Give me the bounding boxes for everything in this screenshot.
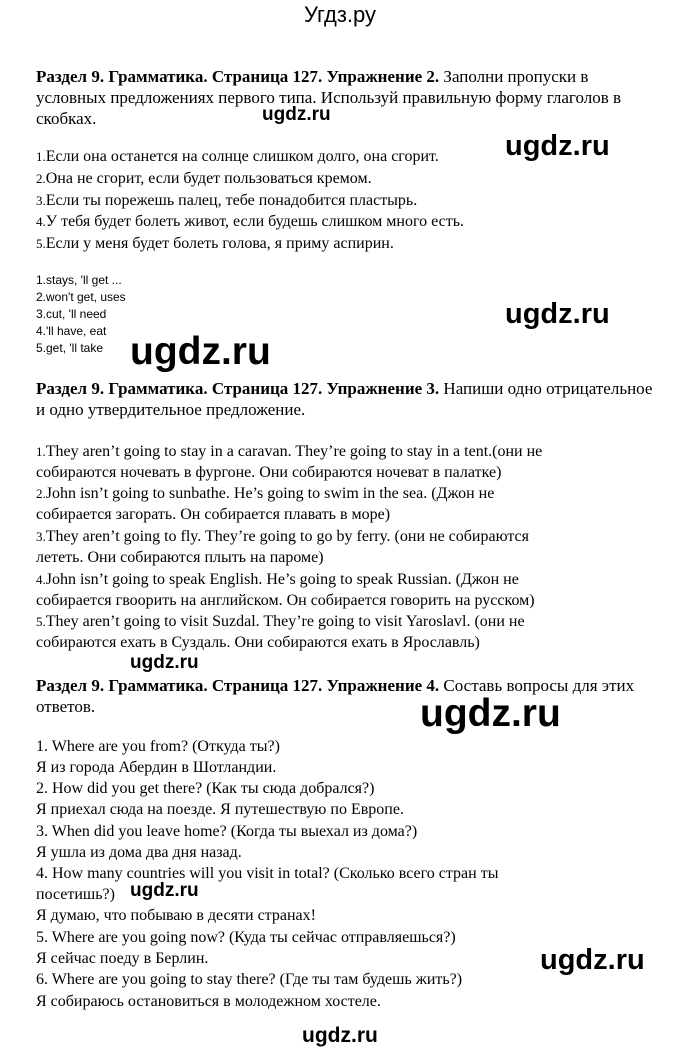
ex4-line-7: 4. How many countries will you visit in total? (Сколько всего стран ты bbox=[36, 865, 499, 882]
exercise-2-instruction: Заполни пропуски в условных предложениях первого типа. Используй правильную форму глаголов в скобках. bbox=[36, 67, 622, 128]
ex3-item-2-line-1: 2.John isn’t going to sunbathe. He’s going to swim in the sea. (Джон не bbox=[36, 485, 495, 502]
watermark: ugdz.ru bbox=[262, 104, 331, 125]
ex4-line-8: посетишь?) bbox=[36, 886, 115, 903]
ex2-item-3: 3.Если ты порежешь палец, тебе понадобится пластырь. bbox=[36, 192, 418, 209]
ex3-item-4-line-1: 4.John isn’t going to speak English. He’s going to speak Russian. (Джон не bbox=[36, 571, 519, 588]
ex3-item-1-line-1: 1.They aren’t going to stay in a caravan. They’re going to stay in a tent.(они не bbox=[36, 443, 543, 460]
exercise-2-header bbox=[36, 66, 656, 129]
ex2-item-2: 2.Она не сгорит, если будет пользоваться кремом. bbox=[36, 170, 372, 187]
ex3-item-2-line-2: собирается загорать. Он собирается плавать в море) bbox=[36, 506, 391, 523]
ex2-item-5: 5.Если у меня будет болеть голова, я приму аспирин. bbox=[36, 235, 394, 252]
ex3-item-3-line-1: 3.They aren’t going to fly. They’re going to go by ferry. (они не собираются bbox=[36, 528, 529, 545]
exercise-4-header bbox=[36, 675, 656, 717]
watermark: ugdz.ru bbox=[302, 1024, 378, 1047]
ex4-line-12: 6. Where are you going to stay there? (Где ты там будешь жить?) bbox=[36, 971, 463, 988]
exercise-3-heading: Раздел 9. Грамматика. Страница 127. Упражнение 3. bbox=[36, 379, 440, 398]
ex3-item-5-line-2: собираются ехать в Суздаль. Они собираются ехать в Ярославль) bbox=[36, 634, 480, 651]
watermark: ugdz.ru bbox=[130, 652, 199, 673]
ex2-answer-4: 4.'ll have, eat bbox=[36, 324, 107, 338]
ex4-line-3: 2. How did you get there? (Как ты сюда добрался?) bbox=[36, 780, 375, 797]
watermark: ugdz.ru bbox=[130, 330, 271, 373]
ex4-line-2: Я из города Абердин в Шотландии. bbox=[36, 759, 277, 776]
watermark: ugdz.ru bbox=[130, 880, 199, 901]
ex3-item-4-line-2: собирается гвоорить на английском. Он собирается говорить на русском) bbox=[36, 592, 535, 609]
ex4-line-13: Я собираюсь остановиться в молодежном хостеле. bbox=[36, 993, 381, 1010]
ex4-line-10: 5. Where are you going now? (Куда ты сейчас отправляешься?) bbox=[36, 929, 456, 946]
exercise-3-header bbox=[36, 378, 656, 420]
watermark: ugdz.ru bbox=[420, 692, 561, 735]
ex4-line-6: Я ушла из дома два дня назад. bbox=[36, 844, 242, 861]
ex3-item-5-line-1: 5.They aren’t going to visit Suzdal. They’re going to visit Yaroslavl. (они не bbox=[36, 613, 525, 630]
exercise-3-instruction: Напиши одно отрицательное и одно утвердительное предложение. bbox=[36, 379, 653, 419]
exercise-2-heading: Раздел 9. Грамматика. Страница 127. Упражнение 2. bbox=[36, 67, 440, 86]
ex4-line-4: Я приехал сюда на поезде. Я путешествую по Европе. bbox=[36, 801, 404, 818]
ex2-answer-1: 1.stays, 'll get ... bbox=[36, 273, 122, 287]
watermark: ugdz.ru bbox=[540, 944, 645, 976]
watermark: ugdz.ru bbox=[505, 130, 610, 162]
ex4-line-9: Я думаю, что побываю в десяти странах! bbox=[36, 907, 316, 924]
ex3-item-3-line-2: лететь. Они собираются плыть на пароме) bbox=[36, 549, 324, 566]
ex2-answer-5: 5.get, 'll take bbox=[36, 341, 103, 355]
ex4-line-1: 1. Where are you from? (Откуда ты?) bbox=[36, 738, 280, 755]
exercise-4-instruction: Составь вопросы для этих ответов. bbox=[36, 676, 635, 716]
ex2-item-4: 4.У тебя будет болеть живот, если будешь слишком много есть. bbox=[36, 213, 464, 230]
ex4-line-11: Я сейчас поеду в Берлин. bbox=[36, 950, 209, 967]
ex2-answer-3: 3.cut, 'll need bbox=[36, 307, 107, 321]
ex4-line-5: 3. When did you leave home? (Когда ты выехал из дома?) bbox=[36, 823, 418, 840]
watermark: ugdz.ru bbox=[505, 298, 610, 330]
ex3-item-1-line-2: собираются ночевать в фургоне. Они собираются ночеват в палатке) bbox=[36, 464, 502, 481]
exercise-4-heading: Раздел 9. Грамматика. Страница 127. Упражнение 4. bbox=[36, 676, 440, 695]
ex2-answer-2: 2.won't get, uses bbox=[36, 290, 126, 304]
ex2-item-1: 1.Если она останется на солнце слишком долго, она сгорит. bbox=[36, 148, 439, 165]
site-title: Угдз.ру bbox=[303, 2, 377, 27]
